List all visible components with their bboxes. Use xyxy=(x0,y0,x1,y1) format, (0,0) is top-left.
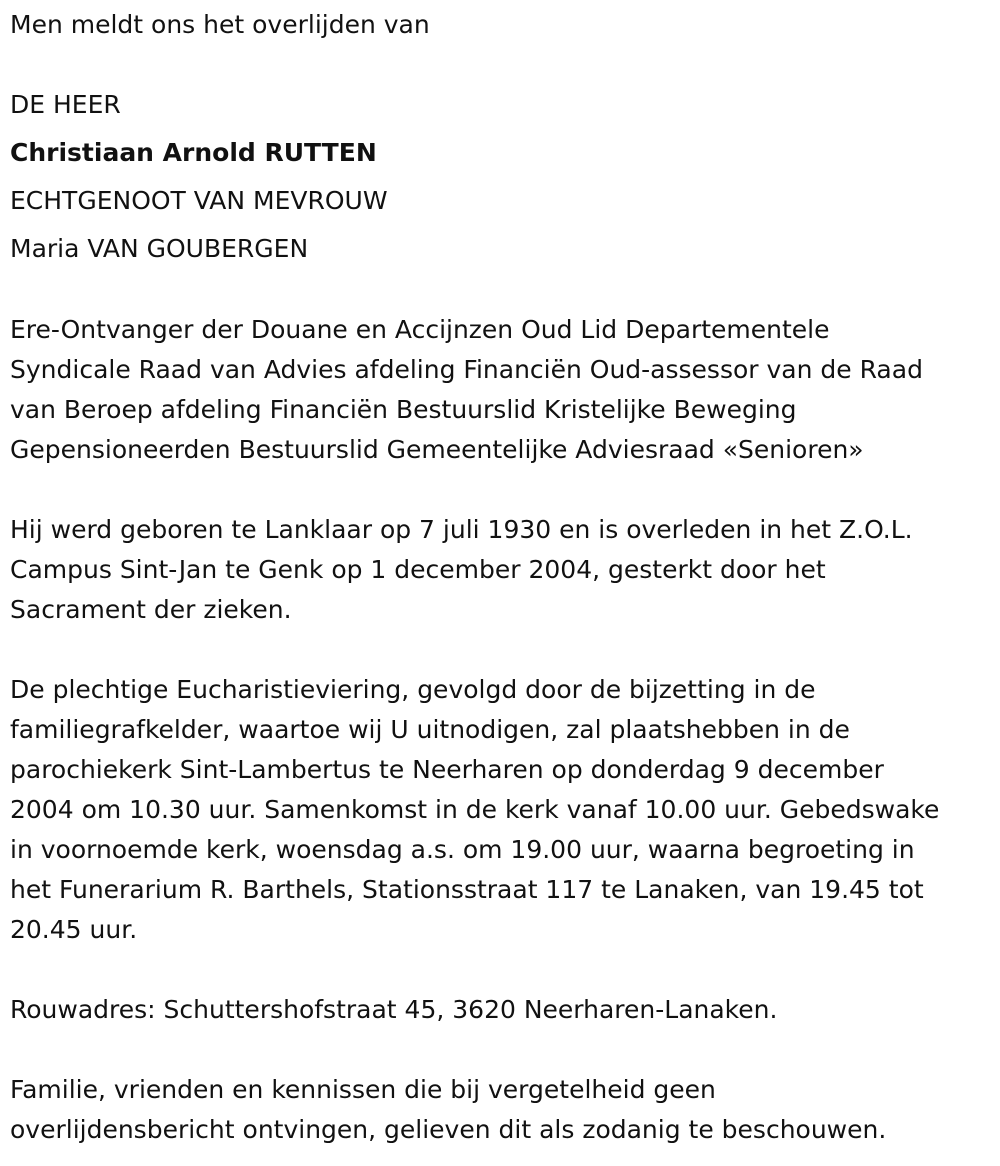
functions-line: Gepensioneerden Bestuurslid Gemeentelijke Adviesraad «Senioren» xyxy=(10,435,864,464)
functions-line: Syndicale Raad van Advies afdeling Financiën Oud-assessor van de Raad xyxy=(10,355,923,384)
birth-death-line: Sacrament der zieken. xyxy=(10,595,292,624)
ceremony-line: familiegrafkelder, waartoe wij U uitnodigen, zal plaatshebben in de xyxy=(10,715,850,744)
functions-line: Ere-Ontvanger der Douane en Accijnzen Oud Lid Departementele xyxy=(10,315,830,344)
birth-death-line: Hij werd geboren te Lanklaar op 7 juli 1930 en is overleden in het Z.O.L. xyxy=(10,515,913,544)
birth-death-line: Campus Sint-Jan te Genk op 1 december 2004, gesterkt door het xyxy=(10,555,826,584)
closing-line: Familie, vrienden en kennissen die bij vergetelheid geen xyxy=(10,1075,716,1104)
ceremony-line: De plechtige Eucharistieviering, gevolgd door de bijzetting in de xyxy=(10,675,816,704)
address-paragraph xyxy=(10,990,777,1030)
title-prefix: DE HEER xyxy=(10,90,121,119)
closing-line: overlijdensbericht ontvingen, gelieven dit als zodanig te beschouwen. xyxy=(10,1115,887,1144)
address-line: Rouwadres: Schuttershofstraat 45, 3620 Neerharen-Lanaken. xyxy=(10,995,778,1024)
ceremony-line: 2004 om 10.30 uur. Samenkomst in de kerk vanaf 10.00 uur. Gebedswake xyxy=(10,795,940,824)
ceremony-paragraph xyxy=(10,670,939,950)
deceased-name: Christiaan Arnold RUTTEN xyxy=(10,138,377,167)
intro-line: Men meldt ons het overlijden van xyxy=(10,10,430,39)
functions-line: van Beroep afdeling Financiën Bestuurslid Kristelijke Beweging xyxy=(10,395,797,424)
ceremony-line: parochiekerk Sint-Lambertus te Neerharen op donderdag 9 december xyxy=(10,755,884,784)
ceremony-line: het Funerarium R. Barthels, Stationsstraat 117 te Lanaken, van 19.45 tot xyxy=(10,875,924,904)
ceremony-line: in voornoemde kerk, woensdag a.s. om 19.00 uur, waarna begroeting in xyxy=(10,835,915,864)
birth-death-paragraph xyxy=(10,510,913,630)
spouse-name: Maria VAN GOUBERGEN xyxy=(10,234,309,263)
ceremony-line: 20.45 uur. xyxy=(10,915,138,944)
spouse-line: ECHTGENOOT VAN MEVROUW xyxy=(10,186,388,215)
functions-paragraph xyxy=(10,310,923,470)
closing-paragraph xyxy=(10,1070,886,1150)
